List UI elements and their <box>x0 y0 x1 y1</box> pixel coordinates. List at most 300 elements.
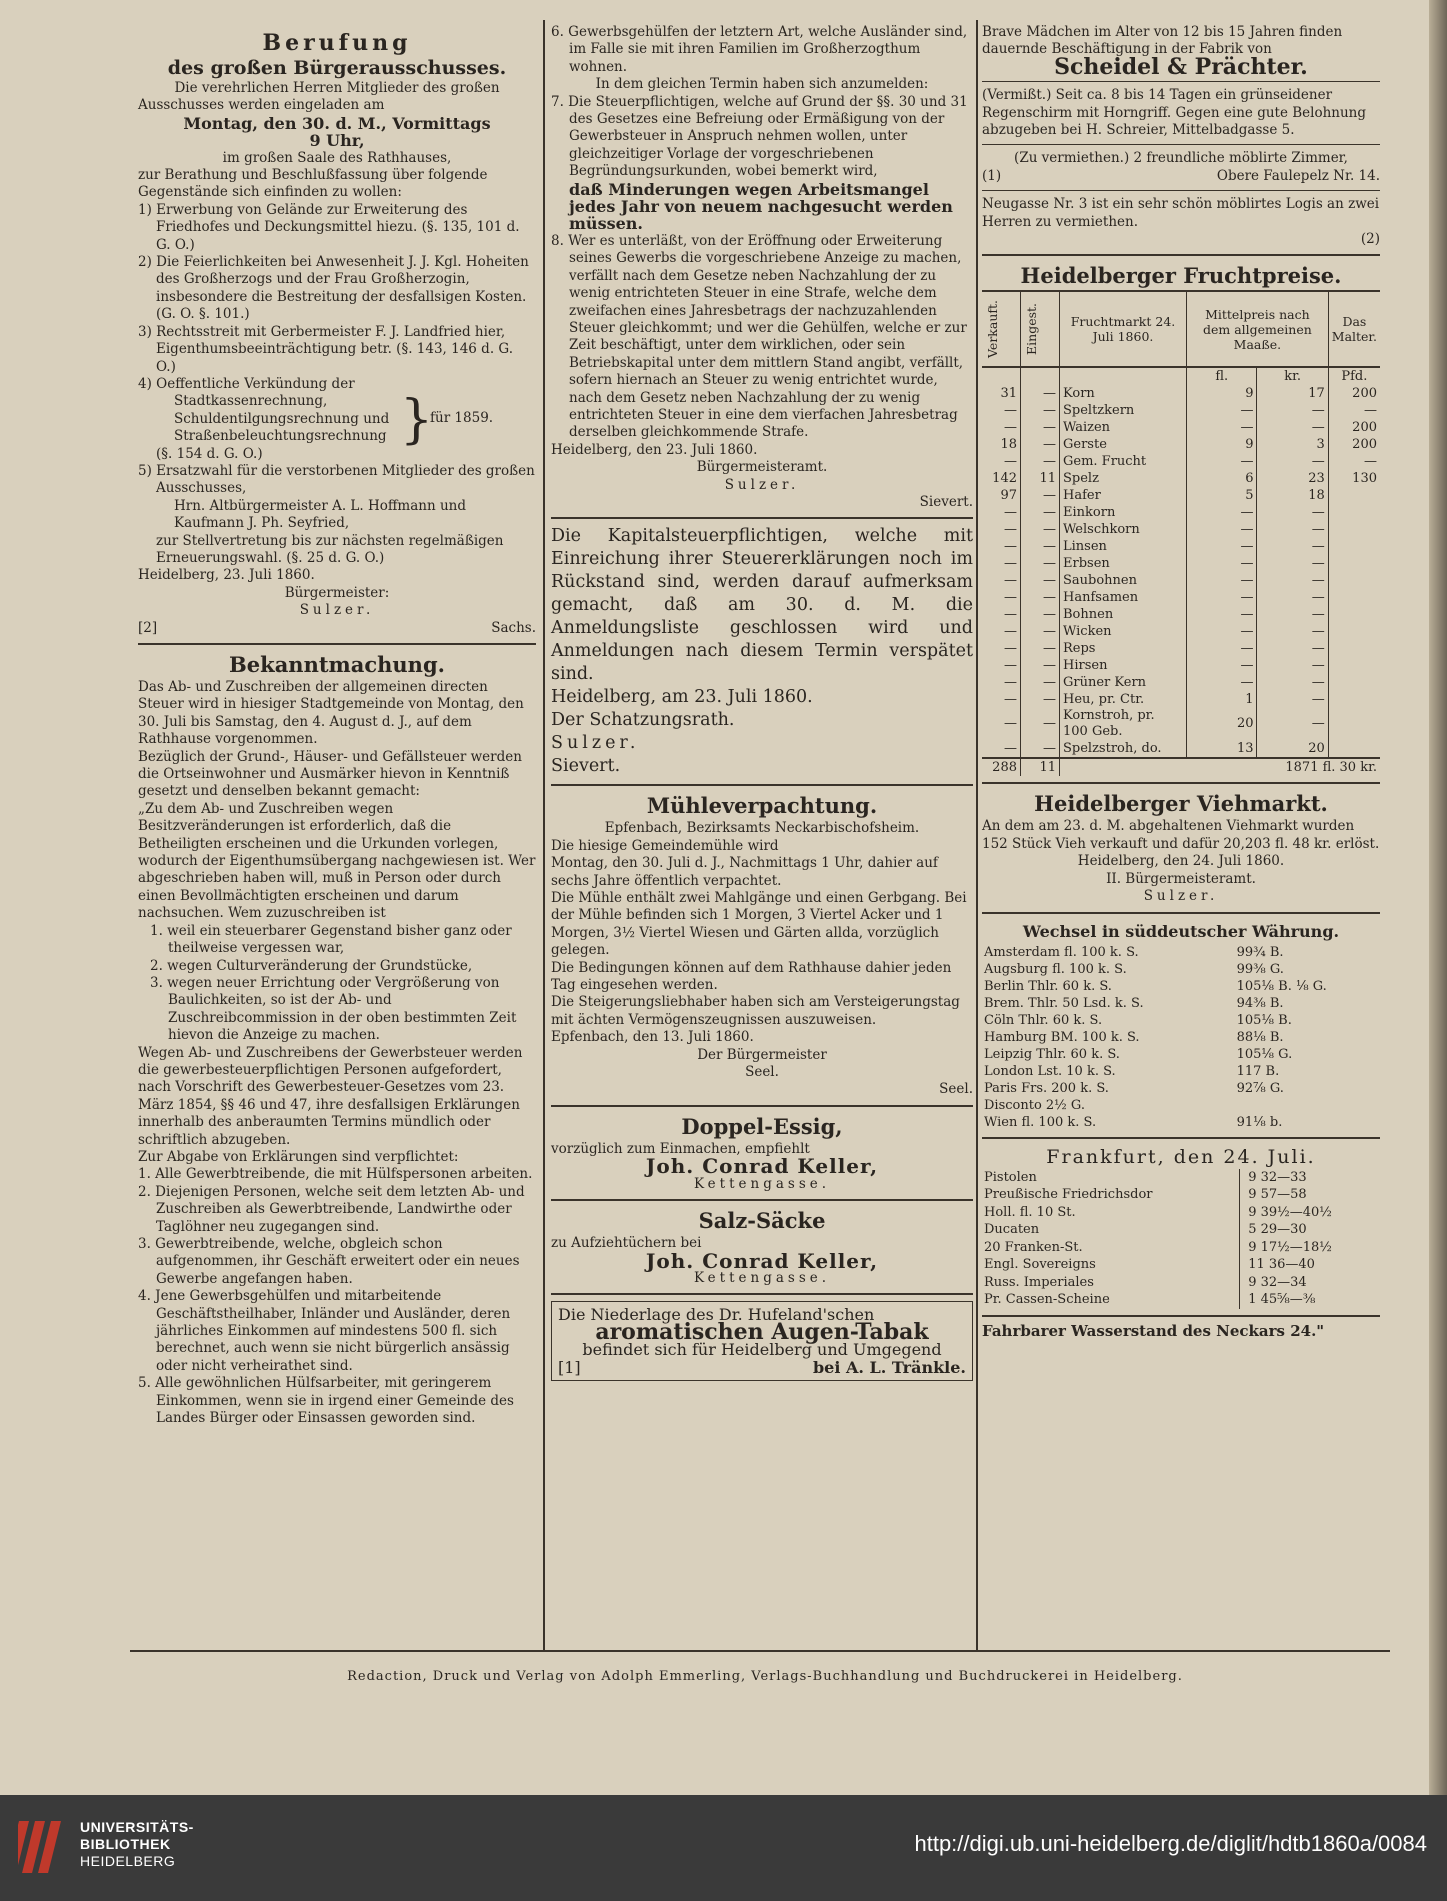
saecke-name: Joh. Conrad Keller, <box>645 1248 879 1273</box>
kapitalsteuer-notice <box>551 525 973 778</box>
frucht-cell: — <box>1021 436 1060 453</box>
frucht-cell: Erbsen <box>1060 555 1187 572</box>
frucht-title: Heidelberger Fruchtpreise. <box>1020 263 1342 289</box>
wechsel-row <box>982 944 1380 961</box>
frucht-cell <box>1328 657 1380 674</box>
frucht-cell: 130 <box>1328 470 1380 487</box>
wechsel-table <box>982 944 1380 1131</box>
frucht-cell: — <box>1004 674 1017 690</box>
viehmarkt-section <box>982 790 1380 905</box>
frankfurt-row <box>982 1274 1380 1292</box>
frucht-cell: 5 <box>1187 487 1257 504</box>
berufung-signer: Sulzer. <box>299 602 375 619</box>
frucht-cell: Spelzstroh, do. <box>1060 740 1187 758</box>
wechsel-cell: Leipzig Thlr. 60 k. S. <box>984 1046 1120 1062</box>
frankfurt-row <box>982 1204 1380 1222</box>
frucht-cell: — <box>1004 740 1017 756</box>
berufung-line: Die verehrlichen Herren Mitglieder des großen <box>174 80 500 96</box>
item4-year: für 1859. <box>430 410 494 427</box>
bekanntmachung-zur: Zur Abgabe von Erklärungen sind verpflichtet: <box>138 1148 459 1165</box>
bekanntmachung-duty: 3. Gewerbtreibende, welche, obgleich schon aufgenommen, ihr Geschäft erweitert oder ein neues Gewerbe angefangen haben. <box>138 1236 520 1287</box>
frankfurt-cell: Pistolen <box>984 1169 1037 1185</box>
frankfurt-cell: 9 57—58 <box>1240 1186 1380 1204</box>
berufung-dateline: Heidelberg, 23. Juli 1860. <box>138 567 315 584</box>
frucht-cell: — <box>1021 708 1060 740</box>
item5-end: zur Stellvertretung bis zur nächsten regelmäßigen Erneuerungswahl. (§. 25 d. G. O.) <box>156 532 504 566</box>
university-logo-icon <box>18 1817 70 1877</box>
bekanntmachung-quote: „Zu dem Ab- und Zuschreiben wegen Besitzveränderungen ist erforderlich, daß die Betheiligten erscheinen und die Urkunden vorlegen, wodurch der Eigenthumsübergang nachgewiesen ist. Wer abgeschrieben haben will, muß in Person oder durch einen Bevollmächtigten erscheinen und darum nachsuchen. Wem zuzuschreiben ist <box>138 800 536 922</box>
frucht-cell: Reps <box>1060 640 1187 657</box>
wechsel-cell: 105⅛ G. <box>1236 1046 1293 1062</box>
frucht-cell: — <box>1021 623 1060 640</box>
frucht-header-verkauft: Verkauft. <box>982 291 1021 367</box>
separator <box>982 1137 1380 1139</box>
frucht-cell: 9 <box>1187 436 1257 453</box>
frucht-cell: — <box>1257 708 1328 740</box>
frucht-cell: — <box>1328 402 1380 419</box>
bekanntmachung-continued <box>551 24 973 511</box>
university-logo-text <box>80 1819 194 1870</box>
frankfurt-cell: Preußische Friedrichsdor <box>984 1187 1153 1202</box>
separator <box>982 254 1380 256</box>
frucht-header-markt: Fruchtmarkt 24. Juli 1860. <box>1060 291 1187 367</box>
frucht-cell: — <box>1257 453 1328 470</box>
berufung-subtitle: des großen Bürgerausschusses. <box>167 57 507 79</box>
wechsel-row <box>982 1012 1380 1029</box>
logo-line: BIBLIOTHEK <box>80 1836 171 1852</box>
frucht-row <box>982 606 1380 623</box>
bekanntmachung-duty: 4. Jene Gewerbsgehülfen und mitarbeitende Geschäftstheilhaber, Inländer und Ausländer, deren jährliches Einkommen auf mindestens 500 fl. sich berechnet, auch wenn sie nicht bürgerlich ansässig oder nicht verheirathet sind. <box>138 1288 511 1374</box>
frucht-cell: Hirsen <box>1060 657 1187 674</box>
frucht-cell <box>1328 572 1380 589</box>
berufung-time: 9 Uhr, <box>309 131 365 151</box>
frucht-cell: — <box>1021 521 1060 538</box>
frucht-row <box>982 708 1380 740</box>
vieh-office: II. Bürgermeisteramt. <box>1106 870 1256 887</box>
frucht-cell: 31 <box>1000 385 1017 401</box>
frankfurt-cell: Pr. Cassen-Scheine <box>984 1292 1110 1307</box>
frucht-cell: — <box>1257 589 1328 606</box>
frucht-cell: — <box>1257 419 1328 436</box>
frucht-row <box>982 589 1380 606</box>
frucht-cell: — <box>1257 504 1328 521</box>
frucht-cell <box>1328 538 1380 555</box>
frucht-cell: Gem. Frucht <box>1060 453 1187 470</box>
frucht-row <box>982 623 1380 640</box>
wechsel-cell: Paris Frs. 200 k. S. <box>984 1080 1109 1096</box>
frucht-row <box>982 555 1380 572</box>
separator <box>982 782 1380 784</box>
frucht-cell <box>1328 691 1380 708</box>
column-rule-1 <box>543 20 545 1650</box>
zuvermiethen-text: (Zu vermiethen.) 2 freundliche möblirte Zimmer, <box>1014 150 1348 167</box>
berufung-line: Ausschusses werden eingeladen am <box>138 97 385 114</box>
frucht-row <box>982 453 1380 470</box>
bekanntmachung-duty: 5. Alle gewöhnlichen Hülfsarbeiter, mit geringerem Einkommen, wenn sie in irgend einer Gemeinde des Landes Bürger oder Einsassen geworden sind. <box>138 1375 514 1427</box>
frucht-cell: — <box>1021 640 1060 657</box>
frucht-cell <box>1328 674 1380 691</box>
footer-rule <box>130 1650 1390 1652</box>
frucht-row <box>982 521 1380 538</box>
frankfurt-title: Frankfurt, den 24. Juli. <box>1046 1145 1316 1168</box>
frucht-cell: — <box>1257 640 1328 657</box>
wechsel-cell: London Lst. 10 k. S. <box>984 1063 1116 1079</box>
cont-office: Bürgermeisteramt. <box>696 459 828 476</box>
tabak-line3: befindet sich für Heidelberg und Umgegend <box>582 1340 942 1360</box>
wechsel-row <box>982 961 1380 978</box>
wechsel-cell: 105⅛ B. ⅛ G. <box>1236 978 1327 994</box>
wechsel-title: Wechsel in süddeutscher Währung. <box>1022 921 1340 941</box>
separator <box>551 517 973 519</box>
frucht-cell: — <box>1257 657 1328 674</box>
essig-name: Joh. Conrad Keller, <box>645 1154 879 1179</box>
bekanntmachung-title: Bekanntmachung. <box>229 652 445 677</box>
frucht-cell: — <box>1187 419 1257 436</box>
vieh-text: An dem am 23. d. M. abgehaltenen Viehmarkt wurden 152 Stück Vieh verkauft und dafür 20,203 fl. 48 kr. erlöst. <box>982 818 1380 852</box>
frucht-cell: — <box>1257 674 1328 691</box>
column-2 <box>551 24 973 1381</box>
tabak-footer <box>558 1359 966 1376</box>
zuvermiethen-mark: (1) <box>982 167 1002 184</box>
frucht-row <box>982 504 1380 521</box>
bekanntmachung-duty: 1. Alle Gewerbtreibende, die mit Hülfspersonen arbeiten. <box>138 1166 533 1183</box>
frucht-cell: — <box>1021 487 1060 504</box>
frucht-cell: — <box>1004 691 1017 707</box>
separator <box>982 190 1380 191</box>
wechsel-row <box>982 1046 1380 1063</box>
frucht-total-row <box>982 758 1380 776</box>
frucht-row <box>982 572 1380 589</box>
tabak-ad <box>551 1301 973 1381</box>
frucht-header-mittel: Mittelpreis nach dem allgemeinen Maaße. <box>1187 291 1329 367</box>
frucht-cell: 20 <box>1257 740 1328 758</box>
wechsel-row <box>982 1114 1380 1131</box>
wechsel-cell: Amsterdam fl. 100 k. S. <box>984 944 1139 960</box>
wechsel-cell <box>1235 1097 1380 1114</box>
bekanntmachung-wegen: Wegen Ab- und Zuschreibens der Gewerbsteuer werden die gewerbesteuerpflichtigen Personen aufgefordert, nach Vorschrift des Gewerbesteuer-Gesetzes vom 23. März 1854, §§ 46 und 47, ihre desfallsigen Erklärungen innerhalb des anberaumten Termins mündlich oder schriftlich abzugeben. <box>138 1044 523 1148</box>
frucht-cell: Korn <box>1060 385 1187 402</box>
wechsel-row <box>982 1080 1380 1097</box>
vieh-signer: Sulzer. <box>1143 888 1219 905</box>
frucht-cell: Einkorn <box>1060 504 1187 521</box>
unit-cell: Pfd. <box>1328 367 1380 385</box>
frucht-cell <box>1328 555 1380 572</box>
berufung-item: 4) Oeffentliche Verkündung der <box>138 375 355 392</box>
berufung-title: Berufung <box>262 30 412 56</box>
neugasse-notice <box>982 196 1380 248</box>
berufung-item4-list <box>138 390 536 451</box>
muehle-line: Die hiesige Gemeindemühle wird <box>551 837 779 854</box>
scheidel-name: Scheidel & Prächter. <box>1054 53 1308 80</box>
frucht-cell <box>1328 708 1380 740</box>
frucht-cell: — <box>1257 691 1328 708</box>
saecke-title: Salz-Säcke <box>698 1208 826 1234</box>
muehle-title: Mühleverpachtung. <box>646 793 878 819</box>
frucht-cell: Wicken <box>1060 623 1187 640</box>
wechsel-cell: Hamburg BM. 100 k. S. <box>984 1029 1140 1045</box>
frucht-cell: — <box>1187 504 1257 521</box>
frucht-cell: 1 <box>1187 691 1257 708</box>
item4-ref: (§. 154 d. G. O.) <box>156 445 263 462</box>
frankfurt-row <box>982 1186 1380 1204</box>
frucht-cell: Gerste <box>1060 436 1187 453</box>
cont-item8: 8. Wer es unterläßt, von der Eröffnung oder Erweiterung seines Gewerbs die vorgeschriebene Anzeige zu machen, verfällt nach dem Gesetze neben Nachzahlung der zu wenig entrichteten Steuer in eine Strafe, welche dem zweifachen eines Jahresbetrags der nachzuzahlenden Steuer gleichkommt; und wer die Gehülfen, welche er zur Zeit beschäftigt, unter dem wirklichen, oder sein Betriebskapital unter dem mittlern Stand angibt, verfällt, sofern hiernach an Steuer zu wenig entrichtet wurde, nach dem Gesetz neben Nachzahlung der zu wenig entrichteten Steuer in eine dem vierfachen Jahresbetrag derselben gleichkommende Strafe. <box>551 232 967 441</box>
wechsel-cell: 105⅛ B. <box>1236 1012 1292 1028</box>
frucht-cell: — <box>1187 674 1257 691</box>
frucht-cell: — <box>1004 589 1017 605</box>
frucht-cell <box>1328 640 1380 657</box>
muehle-signer: Seel. <box>745 1064 779 1081</box>
frucht-cell <box>1328 504 1380 521</box>
wechsel-cell: Wien fl. 100 k. S. <box>984 1114 1097 1130</box>
wechsel-row <box>982 978 1380 995</box>
berufung-notice <box>138 30 536 637</box>
total-cell: 1871 fl. 30 kr. <box>1060 758 1381 776</box>
tabak-line1: Die Niederlage des Dr. Hufeland'schen <box>558 1305 875 1325</box>
frankfurt-row <box>982 1239 1380 1257</box>
berufung-mark: [2] <box>138 619 158 636</box>
frucht-row <box>982 470 1380 487</box>
bekanntmachung-notice <box>138 651 536 1427</box>
frucht-cell: — <box>1021 504 1060 521</box>
item4-sub: Straßenbeleuchtungsrechnung <box>174 428 387 445</box>
bekanntmachung-bezueglich: Bezüglich der Grund-, Häuser- und Gefällsteuer werden die Ortseinwohner und Ausmärker hievon in Kenntniß gesetzt und denselben bekannt gemacht: <box>138 748 522 800</box>
frucht-row <box>982 640 1380 657</box>
frucht-cell: — <box>1257 606 1328 623</box>
muehle-dateline: Epfenbach, den 13. Juli 1860. <box>551 1029 754 1046</box>
column-rule-2 <box>976 20 978 1650</box>
frucht-row <box>982 674 1380 691</box>
frucht-cell: Hanfsamen <box>1060 589 1187 606</box>
frankfurt-cell: 9 32—34 <box>1240 1274 1380 1292</box>
berufung-item: 2) Die Feierlichkeiten bei Anwesenheit J. J. Kgl. Hoheiten des Großherzogs und der Frau Großherzogin, insbesondere die Bestreitung der desfallsigen Kosten. (G. O. §. 101.) <box>138 254 529 323</box>
frucht-cell: Speltzkern <box>1060 402 1187 419</box>
frucht-cell: — <box>1021 385 1060 402</box>
frucht-cell: Linsen <box>1060 538 1187 555</box>
cont-signer: Sulzer. <box>724 476 800 493</box>
wechsel-cell: Augsburg fl. 100 k. S. <box>984 961 1127 977</box>
bekanntmachung-duty: 2. Diejenigen Personen, welche seit dem letzten Ab- und Zuschreiben als Gewerbtreibende, Landwirthe oder Taglöhner neu zugegangen sind. <box>138 1183 525 1235</box>
frucht-cell: — <box>1004 606 1017 622</box>
frucht-cell: 20 <box>1187 708 1257 740</box>
tabak-big: aromatischen Augen-Tabak <box>595 1318 929 1345</box>
frucht-row <box>982 657 1380 674</box>
frankfurt-cell: 9 17½—18½ <box>1240 1239 1380 1257</box>
kapital-signer: Sulzer. <box>551 733 640 754</box>
frankfurt-cell: 20 Franken-St. <box>984 1239 1083 1255</box>
berufung-item: 1) Erwerbung von Gelände zur Erweiterung des Friedhofes und Deckungsmittel hiezu. (§. 135, 101 d. G. O.) <box>138 201 520 253</box>
frucht-cell <box>1328 521 1380 538</box>
frucht-cell: — <box>1004 504 1017 520</box>
berufung-item: 3) Rechtsstreit mit Gerbermeister F. J. Landfried hier, Eigenthumsbeeinträchtigung betr. (§. 143, 146 d. G. O.) <box>138 323 513 375</box>
tabak-line4: bei A. L. Tränkle. <box>812 1357 966 1377</box>
frankfurt-cell: 1 45⅝—⅜ <box>1240 1291 1380 1309</box>
kapital-text: Die Kapitalsteuerpflichtigen, welche mit Einreichung ihrer Steuererklärungen noch im Rückstand sind, werden darauf aufmerksam gemacht, daß am 30. d. M. die Anmeldungsliste geschlossen wird und Anmeldungen nach diesem Termin verspätet sind. <box>551 526 973 685</box>
frankfurt-cell: 11 36—40 <box>1240 1256 1380 1274</box>
frucht-header-malter: Das Malter. <box>1328 291 1380 367</box>
frucht-cell: — <box>1004 538 1017 554</box>
frucht-row <box>982 385 1380 402</box>
frucht-cell: — <box>1257 521 1328 538</box>
wechsel-row <box>982 1097 1380 1114</box>
frucht-cell: 18 <box>1000 436 1017 452</box>
muehle-line: Montag, den 30. Juli d. J., Nachmittags 1 Uhr, dahier auf sechs Jahre öffentlich verpachtet. <box>551 855 938 889</box>
cont-item: 7. Die Steuerpflichtigen, welche auf Grund der §§. 30 und 31 des Gesetzes eine Befreiung oder Ermäßigung von der Gewerbsteuer in Anspruch nehmen wollen, unter gleichzeitiger Vorlage der vorgeschriebenen Begründungsurkunden, wobei bemerkt wird, <box>551 93 968 180</box>
permalink-url[interactable]: http://digi.ub.uni-heidelberg.de/diglit/hdtb1860a/0084 <box>914 1831 1427 1856</box>
bekanntmachung-list-item: 2. wegen Culturveränderung der Grundstücke, <box>150 957 473 974</box>
frucht-cell: — <box>1187 623 1257 640</box>
logo-line: HEIDELBERG <box>80 1853 176 1869</box>
frucht-cell: 200 <box>1328 385 1380 402</box>
vermisst-notice: (Vermißt.) Seit ca. 8 bis 14 Tagen ein grünseidener Regenschirm mit Horngriff. Gegen eine gute Belohnung abzugeben bei H. Schreier, Mittelbadgasse 5. <box>982 87 1367 139</box>
frucht-cell: 11 <box>1021 470 1060 487</box>
logo-line: UNIVERSITÄTS- <box>80 1819 194 1835</box>
muehle-notice <box>551 792 973 1099</box>
frucht-cell <box>1328 589 1380 606</box>
frucht-cell: — <box>1004 453 1017 469</box>
cont-dateline: Heidelberg, den 23. Juli 1860. <box>551 441 758 458</box>
item5-names: Hrn. Altbürgermeister A. L. Hoffmann und Kaufmann J. Ph. Seyfried, <box>174 497 466 532</box>
neugasse-mark: (2) <box>1360 231 1380 248</box>
wechsel-cell: 99¾ B. <box>1236 944 1284 960</box>
frucht-cell: — <box>1187 453 1257 470</box>
cont-bold: daß Minderungen wegen Arbeitsmangel jedes Jahr von neuem nachgesucht werden müssen. <box>569 179 953 234</box>
frucht-cell: — <box>1187 572 1257 589</box>
wechsel-section <box>982 920 1380 1131</box>
frankfurt-section <box>982 1145 1380 1309</box>
frankfurt-cell: Engl. Sovereigns <box>984 1257 1096 1272</box>
frucht-cell: 6 <box>1187 470 1257 487</box>
muehle-clerk: Seel. <box>939 1081 973 1098</box>
separator <box>551 1199 973 1201</box>
essig-ad <box>551 1113 973 1193</box>
wechsel-row <box>982 1029 1380 1046</box>
frucht-cell: 9 <box>1187 385 1257 402</box>
frucht-cell: 97 <box>1000 487 1017 503</box>
frucht-cell: — <box>1004 572 1017 588</box>
frucht-cell: — <box>1187 521 1257 538</box>
frucht-cell: — <box>1187 640 1257 657</box>
frankfurt-row <box>982 1169 1380 1187</box>
kapital-office: Der Schatzungsrath. <box>551 710 735 731</box>
frucht-cell: — <box>1187 606 1257 623</box>
frucht-cell: — <box>1021 606 1060 623</box>
wechsel-cell: 92⅞ G. <box>1236 1080 1284 1096</box>
muehle-place: Epfenbach, Bezirksamts Neckarbischofsheim. <box>604 820 920 837</box>
frucht-cell <box>1328 487 1380 504</box>
cont-item: 6. Gewerbsgehülfen der letztern Art, welche Ausländer sind, im Falle sie mit ihren Familien im Großherzogthum wohnen. <box>551 24 968 75</box>
frucht-cell: — <box>1021 657 1060 674</box>
frucht-cell: Waizen <box>1060 419 1187 436</box>
wasserstand: Fahrbarer Wasserstand des Neckars 24." <box>982 1321 1325 1340</box>
separator <box>138 643 536 645</box>
frucht-cell: — <box>1004 623 1017 639</box>
muehle-office: Der Bürgermeister <box>697 1046 827 1063</box>
frucht-cell: — <box>1021 740 1060 758</box>
tabak-mark: [1] <box>558 1357 581 1377</box>
frucht-cell: — <box>1021 691 1060 708</box>
muehle-line: Die Mühle enthält zwei Mahlgänge und einen Gerbgang. Bei der Mühle befinden sich 1 Morgen, 3 Viertel Acker und 1 Morgen, 3½ Viertel Wiesen und Gärten allda, vorzüglich gelegen. <box>551 890 967 959</box>
viewer-footer-bar <box>0 1795 1447 1901</box>
item4-sub: Stadtkassenrechnung, <box>174 393 328 410</box>
page-binding <box>1429 0 1447 1795</box>
separator <box>551 1105 973 1107</box>
frucht-row <box>982 691 1380 708</box>
frucht-cell: 17 <box>1257 385 1328 402</box>
frucht-cell: — <box>1021 674 1060 691</box>
frucht-cell: — <box>1257 623 1328 640</box>
kapital-dateline: Heidelberg, am 23. Juli 1860. <box>551 687 813 708</box>
wechsel-cell: Brem. Thlr. 50 Lsd. k. S. <box>984 995 1144 1011</box>
frucht-cell: Welschkorn <box>1060 521 1187 538</box>
frucht-cell: — <box>1021 419 1060 436</box>
frucht-cell: 13 <box>1187 740 1257 758</box>
berufung-clerk: Sachs. <box>491 619 536 636</box>
frucht-cell <box>1328 606 1380 623</box>
frankfurt-row <box>982 1291 1380 1309</box>
frucht-cell: Spelz <box>1060 470 1187 487</box>
frucht-cell: 200 <box>1328 436 1380 453</box>
wechsel-row <box>982 995 1380 1012</box>
frucht-cell: — <box>1187 589 1257 606</box>
essig-sub: vorzüglich zum Einmachen, empfiehlt <box>551 1140 810 1157</box>
frucht-cell: — <box>1021 538 1060 555</box>
frankfurt-row <box>982 1221 1380 1239</box>
frucht-cell: — <box>1004 640 1017 656</box>
frucht-cell: — <box>1021 402 1060 419</box>
berufung-signer-title: Bürgermeister: <box>284 584 390 601</box>
kapital-clerk: Sievert. <box>551 756 621 777</box>
frucht-cell: Grüner Kern <box>1060 674 1187 691</box>
frucht-cell: Hafer <box>1060 487 1187 504</box>
bekanntmachung-list-item: 3. wegen neuer Errichtung oder Vergrößerung von Baulichkeiten, so ist der Ab- und Zuschreibcommission in der oben bestimmten Zeit hievon die Anzeige zu machen. <box>150 974 517 1044</box>
wechsel-cell: 88⅛ B. <box>1236 1029 1284 1045</box>
scheidel-ad <box>982 24 1380 80</box>
frucht-cell: 3 <box>1257 436 1328 453</box>
frucht-cell: Saubohnen <box>1060 572 1187 589</box>
frucht-cell: Kornstroh, pr. 100 Geb. <box>1060 708 1187 740</box>
column-1 <box>138 30 536 1427</box>
cont-line: In dem gleichen Termin haben sich anzumelden: <box>595 76 929 93</box>
frucht-row <box>982 538 1380 555</box>
wechsel-row <box>982 1063 1380 1080</box>
frucht-cell: — <box>1021 589 1060 606</box>
separator <box>982 81 1380 82</box>
frankfurt-cell: Russ. Imperiales <box>984 1274 1094 1290</box>
wechsel-cell: Disconto 2½ G. <box>984 1097 1085 1113</box>
berufung-purpose: zur Berathung und Beschlußfassung über folgende Gegenstände sich einfinden zu wollen: <box>138 167 488 201</box>
frucht-cell: — <box>1187 657 1257 674</box>
total-cell: 11 <box>1021 758 1060 776</box>
scheidel-text: Brave Mädchen im Alter von 12 bis 15 Jahren finden dauernde Beschäftigung in der Fabrik von <box>982 24 1343 58</box>
frucht-cell: — <box>1004 419 1017 435</box>
separator <box>551 1293 973 1295</box>
vieh-title: Heidelberger Viehmarkt. <box>1034 791 1328 817</box>
frucht-body <box>982 385 1380 758</box>
berufung-footer <box>138 620 536 637</box>
frucht-row <box>982 487 1380 504</box>
muehle-line: Die Bedingungen können auf dem Rathhause dahier jeden Tag eingesehen werden. <box>551 959 952 994</box>
wechsel-cell: 91⅛ b. <box>1236 1114 1283 1130</box>
frucht-cell: — <box>1021 555 1060 572</box>
frankfurt-cell: Ducaten <box>984 1222 1040 1237</box>
frucht-header-eingest: Eingest. <box>1021 291 1060 367</box>
frucht-cell: — <box>1004 555 1017 571</box>
frucht-cell: 200 <box>1328 419 1380 436</box>
frankfurt-cell: 5 29—30 <box>1240 1221 1380 1239</box>
frucht-cell: — <box>1187 402 1257 419</box>
wechsel-cell: 94⅜ B. <box>1236 995 1284 1011</box>
